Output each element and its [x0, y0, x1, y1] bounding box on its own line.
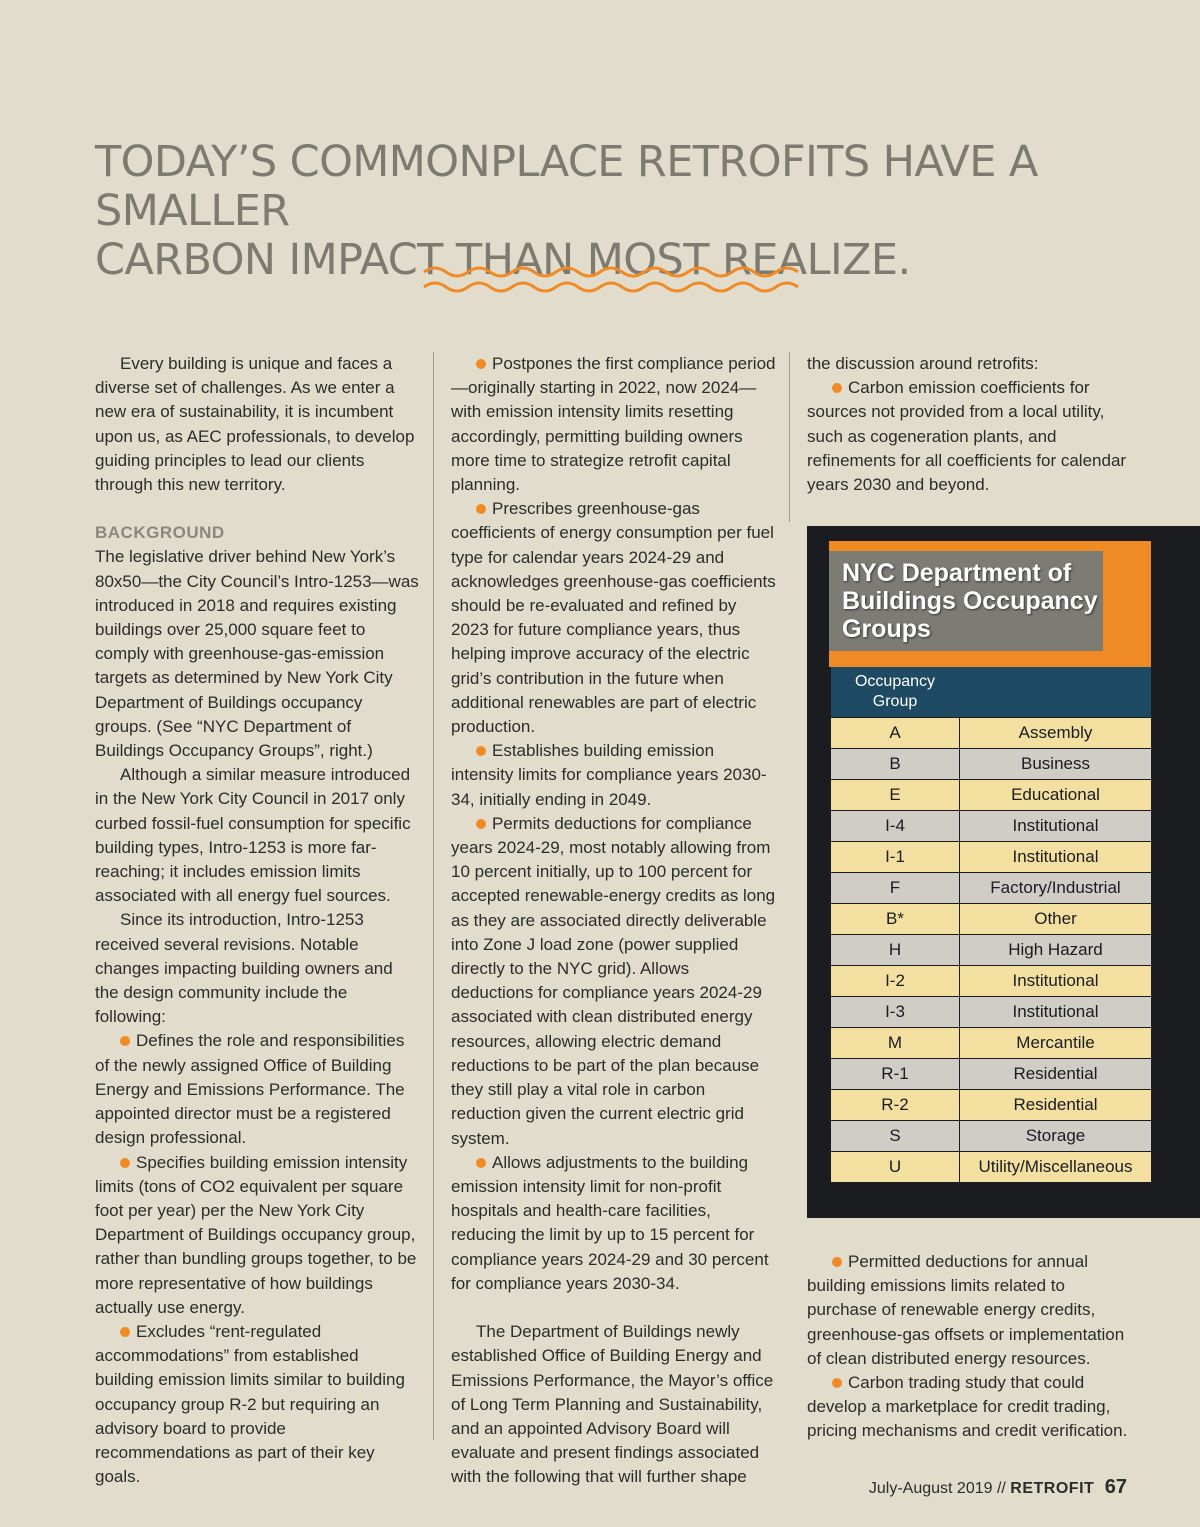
bullet-text: Excludes “rent-regulated accommodations” from established building emission limits similar to building occupancy group R-2 but requiring an advisory board to provide recommendations as part of their key goals.	[95, 1321, 405, 1487]
sidebar-title: NYC Department of Buildings Occupancy Groups	[842, 559, 1098, 643]
bullet-item	[451, 497, 776, 739]
bullet-text: Carbon trading study that could develop a marketplace for credit trading, pricing mechanisms and credit verification.	[807, 1373, 1128, 1441]
bullet-item	[807, 1371, 1132, 1444]
column-rule-2	[789, 352, 790, 522]
occupancy-name: Factory/Industrial	[960, 873, 1152, 904]
column-rule-1-lower	[433, 740, 434, 1440]
occupancy-code: E	[831, 780, 960, 811]
occupancy-code: A	[831, 718, 960, 749]
table-row	[831, 811, 1152, 842]
occupancy-code: F	[831, 873, 960, 904]
bullet-text: Prescribes greenhouse-gas coefficients of energy consumption per fuel type for calendar years 2024-29 and acknowledges greenhouse-gas coefficients should be re-evaluated and refined by 2023 for future compliance years, thus helping improve accuracy of the electric grid’s contribution in the future when additional renewables are part of electric production.	[451, 499, 776, 737]
article-column-3-lower	[807, 1250, 1132, 1444]
occupancy-code: S	[831, 1121, 960, 1152]
occupancy-name: Institutional	[960, 966, 1152, 997]
table-row	[831, 1028, 1152, 1059]
column-rule-1	[433, 352, 434, 740]
table-row	[831, 780, 1152, 811]
bullet-dot-icon	[832, 1257, 842, 1267]
table-row	[831, 904, 1152, 935]
table-row	[831, 935, 1152, 966]
occupancy-code: U	[831, 1152, 960, 1183]
occupancy-code: R-2	[831, 1090, 960, 1121]
table-row	[831, 842, 1152, 873]
occupancy-table	[830, 717, 1152, 1183]
body-paragraph: Since its introduction, Intro-1253 received several revisions. Notable changes impacting building owners and the design community include the following:	[95, 910, 393, 1027]
occupancy-name: Utility/Miscellaneous	[960, 1152, 1152, 1183]
occupancy-code: H	[831, 935, 960, 966]
occupancy-name: Other	[960, 904, 1152, 935]
bullet-item	[451, 739, 776, 812]
occupancy-name: Institutional	[960, 811, 1152, 842]
bullet-item	[451, 812, 776, 1151]
table-row	[831, 966, 1152, 997]
bullet-dot-icon	[476, 1158, 486, 1168]
occupancy-name: Institutional	[960, 842, 1152, 873]
paragraph-gap	[451, 1296, 776, 1320]
body-paragraph: The Department of Buildings newly established Office of Building Energy and Emissions Performance, the Mayor’s office of Long Term Planning and Sustainability, and an appointed Advisory Board will evaluate and present findings associated with the following that will further shape	[451, 1322, 774, 1487]
occupancy-name: Mercantile	[960, 1028, 1152, 1059]
bullet-text: Postpones the first compliance period—originally starting in 2022, now 2024—with emission intensity limits resetting accordingly, permitting building owners more time to strategize retrofit capital planning.	[451, 354, 776, 495]
table-row	[831, 873, 1152, 904]
bullet-dot-icon	[476, 819, 486, 829]
headline-line-2: CARBON IMPACT THAN MOST REALIZE.	[95, 235, 911, 285]
occupancy-code: B*	[831, 904, 960, 935]
bullet-dot-icon	[120, 1036, 130, 1046]
wave-divider-icon	[420, 262, 804, 296]
page-footer	[869, 1476, 1127, 1499]
body-paragraph: The legislative driver behind New York’s 80x50—the City Council’s Intro-1253—was introduced in 2018 and requires existing buildings over 25,000 square feet to comply with greenhouse-gas-emission targets as determined by New York City Department of Buildings occupancy groups. (See “NYC Department of Buildings Occupancy Groups”, right.)	[95, 547, 419, 761]
occupancy-code: M	[831, 1028, 960, 1059]
table-row	[831, 1090, 1152, 1121]
magazine-name: RETROFIT	[1010, 1480, 1095, 1497]
bullet-text: Defines the role and responsibilities of the newly assigned Office of Building Energy and Emissions Performance. The appointed director must be a registered design professional.	[95, 1031, 405, 1148]
article-column-1	[95, 352, 420, 1489]
occupancy-name: Institutional	[960, 997, 1152, 1028]
headline-line-1: TODAY’S COMMONPLACE RETROFITS HAVE A SMALLER	[95, 137, 1038, 236]
bullet-text: Carbon emission coefficients for sources not provided from a local utility, such as cogeneration plants, and refinements for all coefficients for calendar years 2030 and beyond.	[807, 378, 1127, 495]
table-row	[831, 1059, 1152, 1090]
bullet-item	[807, 376, 1132, 497]
bullet-text: Permits deductions for compliance years 2024-29, most notably allowing from 10 percent initially, up to 100 percent for accepted renewable-energy credits as long as they are associated directly deliverable into Zone J load zone (power supplied directly to the NYC grid). Allows deductions for compliance years 2024-29 associated with clean distributed energy resources, allowing electric demand reductions to be part of the plan because they still play a vital role in carbon reduction given the current electric grid system.	[451, 813, 776, 1148]
article-column-3	[807, 352, 1132, 497]
bullet-dot-icon	[832, 383, 842, 393]
body-paragraph: the discussion around retrofits:	[807, 354, 1039, 373]
table-row	[831, 1121, 1152, 1152]
bullet-item	[807, 1250, 1132, 1371]
occupancy-name: Storage	[960, 1121, 1152, 1152]
bullet-text: Allows adjustments to the building emission intensity limit for non-profit hospitals and health-care facilities, reducing the limit by up to 15 percent for compliance years 2024-29 and 30 percent for compliance years 2030-34.	[451, 1152, 769, 1293]
bullet-item	[95, 1029, 420, 1150]
bullet-text: Permitted deductions for annual building emissions limits related to purchase of renewable energy credits, greenhouse-gas offsets or implementation of clean distributed energy resources.	[807, 1252, 1125, 1368]
bullet-text: Specifies building emission intensity limits (tons of CO2 equivalent per square foot per year) per the New York City Department of Buildings occupancy group, rather than bundling groups together, to be more representative of how buildings actually use energy.	[95, 1152, 417, 1317]
table-column-header: Occupancy Group	[854, 673, 936, 710]
article-column-2	[451, 352, 776, 1490]
occupancy-code: B	[831, 749, 960, 780]
bullet-dot-icon	[120, 1327, 130, 1337]
table-row	[831, 1152, 1152, 1183]
occupancy-name: Business	[960, 749, 1152, 780]
occupancy-name: Residential	[960, 1090, 1152, 1121]
section-subhead: BACKGROUND	[95, 523, 225, 543]
bullet-dot-icon	[832, 1378, 842, 1388]
occupancy-name: Assembly	[960, 718, 1152, 749]
table-header	[831, 667, 1151, 717]
page-number: 67	[1104, 1476, 1127, 1498]
occupancy-code: R-1	[831, 1059, 960, 1090]
bullet-item	[95, 1320, 420, 1489]
bullet-item	[451, 352, 776, 497]
occupancy-name: Residential	[960, 1059, 1152, 1090]
issue-date: July-August 2019 //	[868, 1480, 1006, 1497]
occupancy-code: I-1	[831, 842, 960, 873]
bullet-dot-icon	[476, 746, 486, 756]
occupancy-code: I-3	[831, 997, 960, 1028]
occupancy-name: Educational	[960, 780, 1152, 811]
bullet-dot-icon	[476, 359, 486, 369]
bullet-item	[451, 1151, 776, 1296]
table-row	[831, 997, 1152, 1028]
table-row	[831, 749, 1152, 780]
intro-paragraph: Every building is unique and faces a diverse set of challenges. As we enter a new era of sustainability, it is incumbent upon us, as AEC professionals, to develop guiding principles to lead our clients through this new territory.	[95, 354, 415, 495]
occupancy-name: High Hazard	[960, 935, 1152, 966]
bullet-dot-icon	[120, 1158, 130, 1168]
bullet-dot-icon	[476, 504, 486, 514]
table-row	[831, 718, 1152, 749]
body-paragraph: Although a similar measure introduced in the New York City Council in 2017 only curbed fossil-fuel consumption for specific building types, Intro-1253 is more far-reaching; it includes emission limits associated with all energy fuel sources.	[95, 765, 411, 906]
bullet-text: Establishes building emission intensity limits for compliance years 2030-34, initially ending in 2049.	[451, 741, 767, 809]
occupancy-code: I-4	[831, 811, 960, 842]
bullet-item	[95, 1151, 420, 1320]
occupancy-code: I-2	[831, 966, 960, 997]
